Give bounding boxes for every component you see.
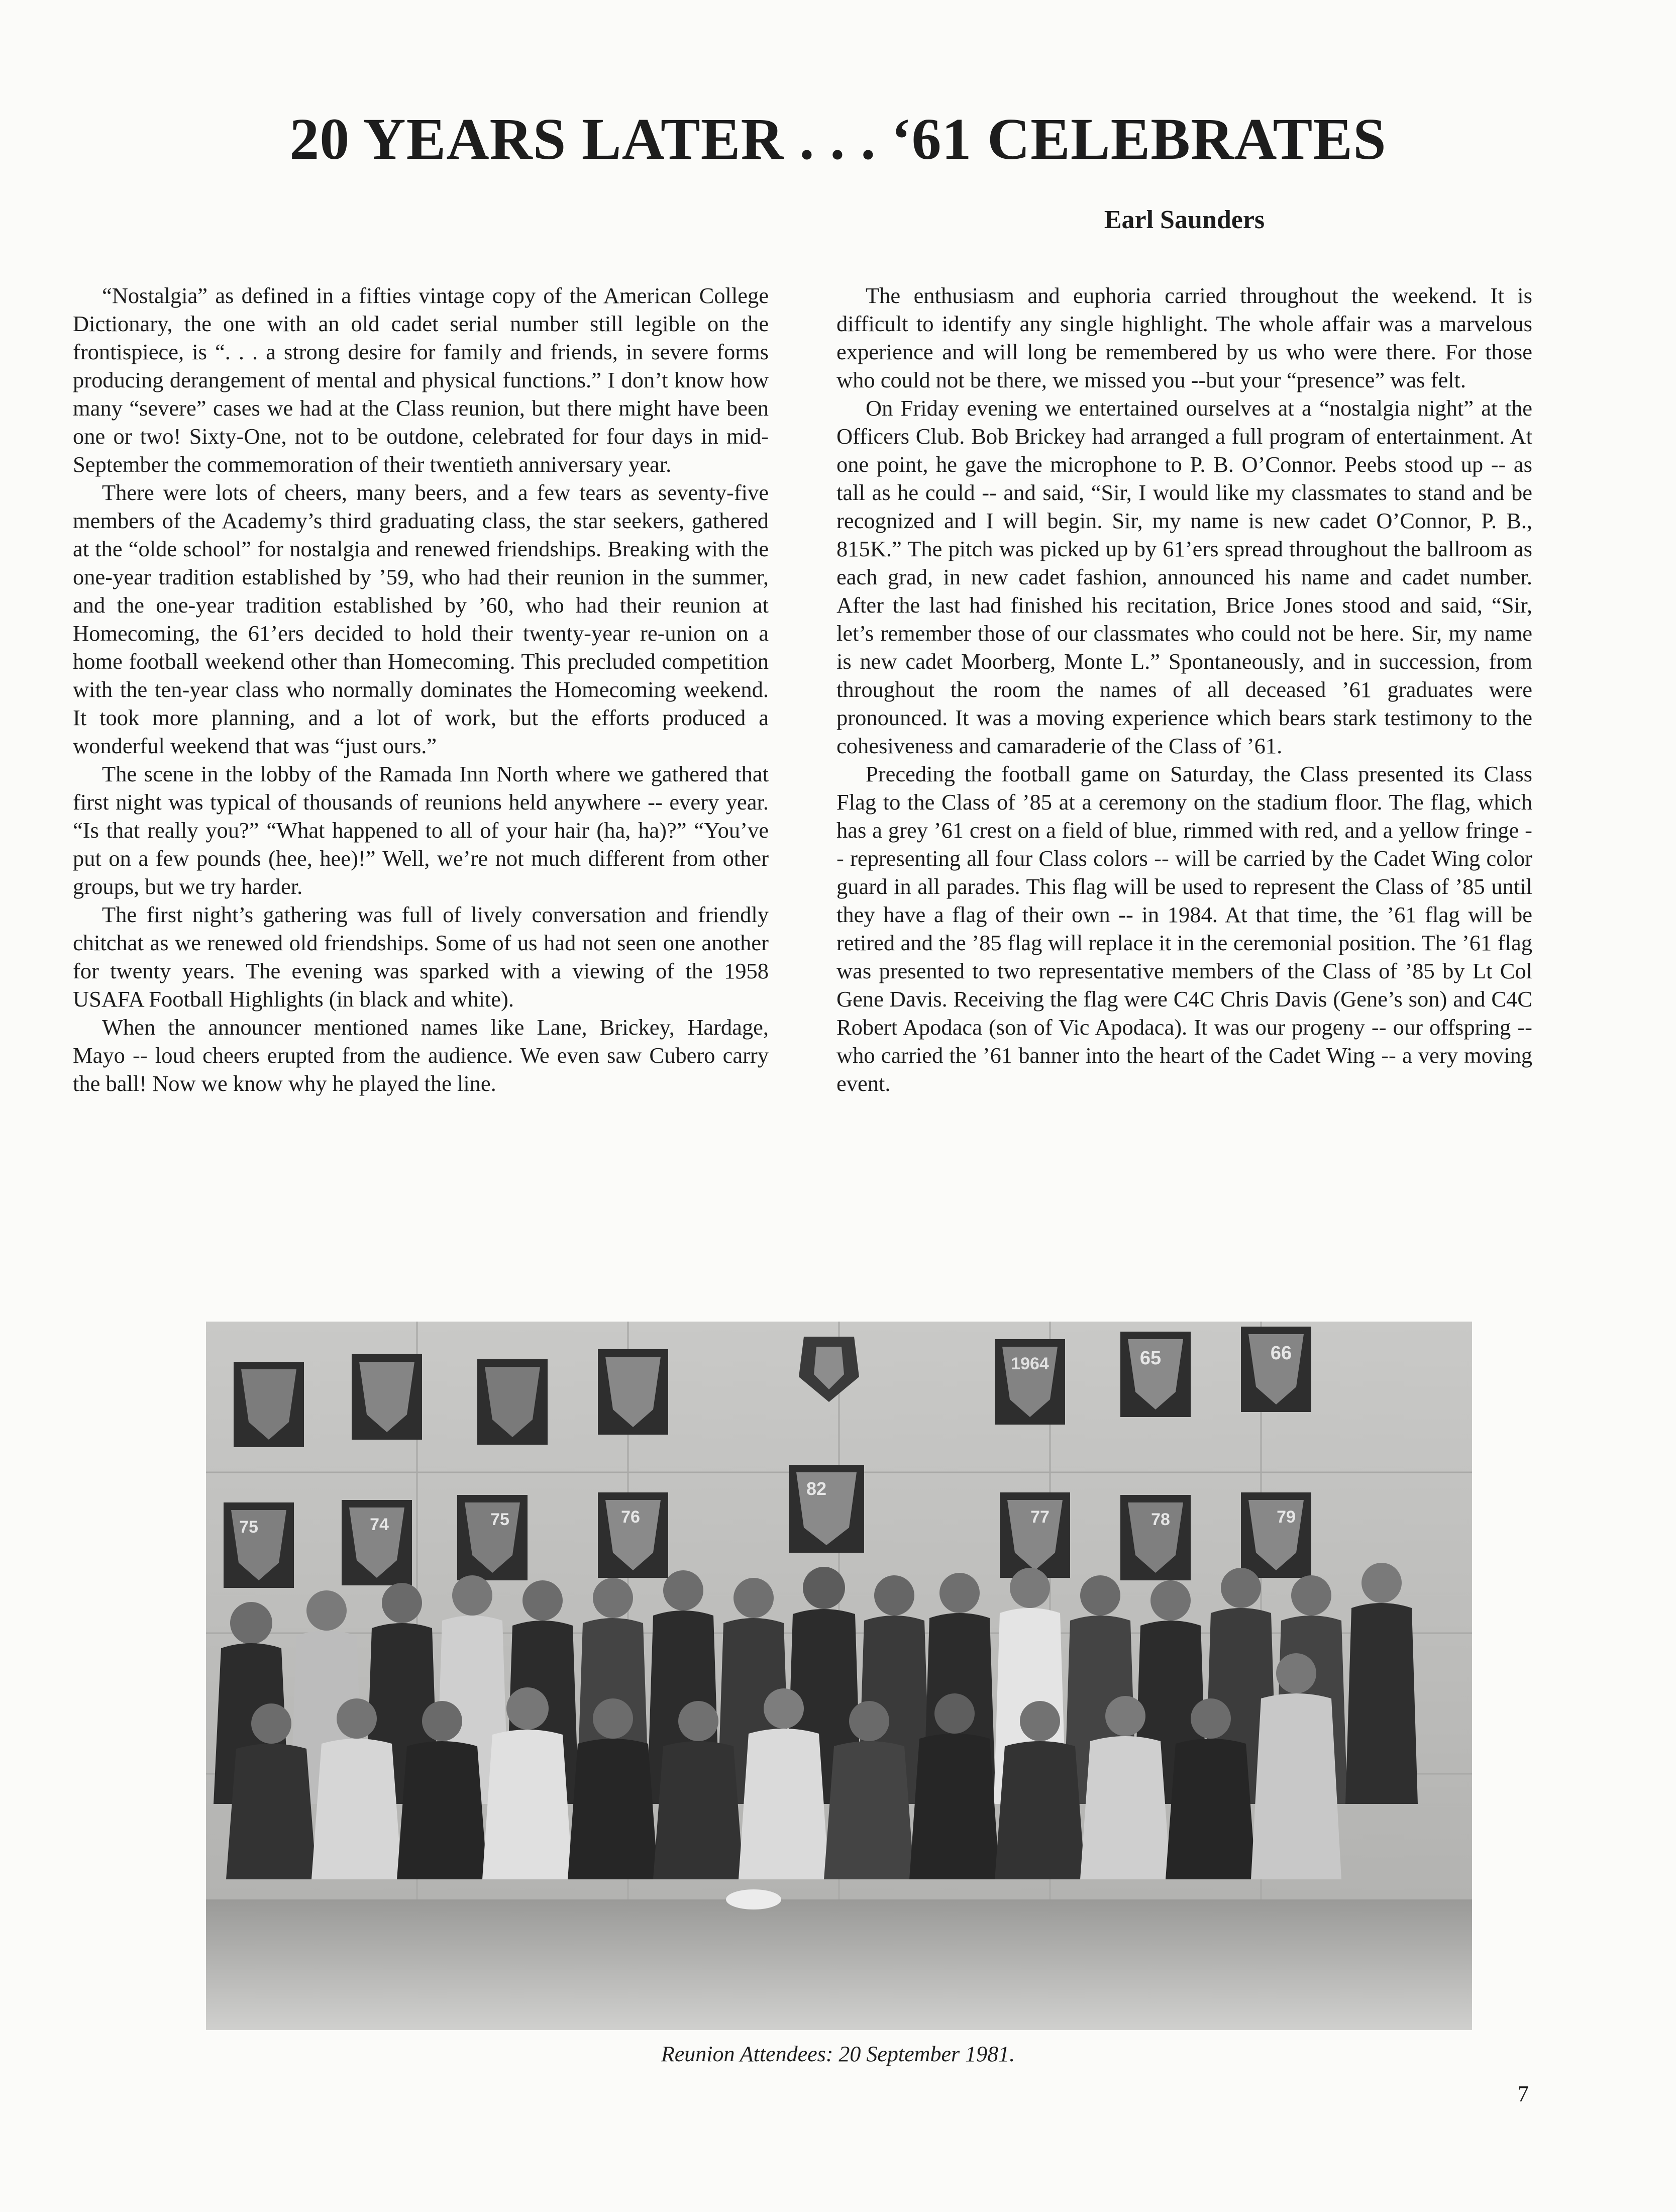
crest-label-74: 74 bbox=[370, 1515, 389, 1534]
crest-label-76: 76 bbox=[621, 1507, 640, 1527]
left-paragraph-4: The first night’s gathering was full of lively conversation and friendly chitchat as we renewed old friendships. Some of us had not seen one another for twenty years. The evening was sparked with a viewing of the 1958 USAFA Football Highlights (in black and white). bbox=[73, 902, 769, 1012]
crest-plaque-64 bbox=[995, 1339, 1065, 1425]
left-paragraph-5: When the announcer mentioned names like Lane, Brickey, Hardage, Mayo -- loud cheers erupted from the audience. We even saw Cubero carry the ball! Now we know why he played the line. bbox=[73, 1015, 769, 1096]
crest-plaque-74 bbox=[342, 1500, 412, 1585]
crest-plaque-66 bbox=[1241, 1327, 1311, 1412]
crest-label-64: 1964 bbox=[1011, 1354, 1049, 1373]
article-title: 20 YEARS LATER . . . ‘61 CELEBRATES bbox=[289, 106, 1387, 172]
crest-label-75-left: 75 bbox=[239, 1518, 258, 1537]
crest-plaque bbox=[352, 1354, 422, 1440]
crest-plaque-79 bbox=[1241, 1492, 1311, 1578]
crest-plaque bbox=[477, 1359, 548, 1445]
right-column bbox=[836, 281, 1532, 1097]
left-column bbox=[73, 281, 769, 1097]
hat-on-ground bbox=[726, 1889, 781, 1909]
crest-label-75: 75 bbox=[490, 1510, 509, 1529]
crest-plaque-77 bbox=[1000, 1492, 1070, 1578]
crest-plaque-76 bbox=[598, 1492, 668, 1578]
crest-plaque bbox=[234, 1362, 304, 1447]
left-paragraph-3: The scene in the lobby of the Ramada Inn North where we gathered that first night was typical of thousands of reunions held anywhere -- every year. “Is that really you?” “What happened to all of your hair (ha, ha)?” “You’ve put on a few pounds (hee, hee)!” Well, we’re not much different from other groups, but we try harder. bbox=[73, 761, 769, 899]
crest-plaque bbox=[598, 1349, 668, 1435]
right-paragraph-1: The enthusiasm and euphoria carried throughout the weekend. It is difficult to identify any single highlight. The whole affair was a marvelous experience and will long be remembered by us who were there. For those who could not be there, we missed you --but your “presence” was felt. bbox=[836, 283, 1532, 392]
crest-plaque-75 bbox=[457, 1495, 528, 1580]
right-paragraph-2: On Friday evening we entertained ourselves at a “nostalgia night” at the Officers Club. Bob Brickey had arranged a full program of entertainment. At one point, he gave the microphone to P. B. O’Connor. Peebs stood up -- as tall as he could -- and said, “Sir, I would like my classmates to stand and be recognized and I will begin. Sir, my name is new cadet O’Connor, P. B., 815K.” The pitch was picked up by 61’ers spread throughout the ballroom as each grad, in new cadet fashion, announced his name and cadet number. After the last had finished his recitation, Brice Jones stood and said, “Sir, let’s remember those of our classmates who could not be here. Sir, my name is new cadet Moorberg, Monte L.” Spontaneously, and in succession, from throughout the room the names of all deceased ’61 graduates were pronounced. It was a moving experience which bears stark testimony to the cohesiveness and camaraderie of the Class of ’61. bbox=[836, 395, 1532, 758]
crest-label-82: 82 bbox=[806, 1478, 827, 1499]
crest-label-66: 66 bbox=[1270, 1343, 1292, 1364]
crest-label-77: 77 bbox=[1030, 1507, 1050, 1527]
crest-plaque-75-left bbox=[224, 1502, 294, 1588]
crest-plaque-78 bbox=[1120, 1495, 1191, 1580]
left-paragraph-1: “Nostalgia” as defined in a fifties vintage copy of the American College Dictionary, the one with an old cadet serial number still legible on the frontispiece, is “. . . a strong desire for family and friends, in severe forms producing derangement of mental and physical functions.” I don’t know how many “severe” cases we had at the Class reunion, but there might have been one or two! Sixty-One, not to be outdone, celebrated for four days in mid-September the commemoration of their twentieth anniversary year. bbox=[73, 283, 769, 477]
crest-label-65: 65 bbox=[1139, 1348, 1162, 1369]
left-paragraph-2: There were lots of cheers, many beers, and a few tears as seventy-five members of the Academy’s third graduating class, the star seekers, gathered at the “olde school” for nostalgia and renewed friendships. Breaking with the one-year tradition established by ’59, who had their reunion in the summer, and the one-year tradition established by ’60, who had their reunion at Homecoming, the 61’ers decided to hold their twenty-year re-union on a home football weekend other than Homecoming. This precluded competition with the ten-year class who normally dominates the Homecoming weekend. It took more planning, and a lot of work, but the efforts produced a wonderful weekend that was “just ours.” bbox=[73, 480, 769, 758]
pavement bbox=[206, 1899, 1472, 2030]
photo-caption: Reunion Attendees: 20 September 1981. bbox=[661, 2042, 1015, 2066]
crest-label-79: 79 bbox=[1277, 1507, 1296, 1527]
author-byline: Earl Saunders bbox=[1104, 206, 1265, 234]
crest-plaque-82 bbox=[789, 1465, 864, 1553]
right-paragraph-3: Preceding the football game on Saturday, the Class presented its Class Flag to the Class of ’85 at a ceremony on the stadium floor. The flag, which has a grey ’61 crest on a field of blue, rimmed with red, and a yellow fringe -- representing all four Class colors -- will be carried by the Cadet Wing color guard in all parades. This flag will be used to represent the Class of ’85 until they have a flag of their own -- in 1984. At that time, the ’61 flag will be retired and the ’85 flag will replace it in the ceremonial position. The ’61 flag was presented to two representative members of the Class of ’85 by Lt Col Gene Davis. Receiving the flag were C4C Chris Davis (Gene’s son) and C4C Robert Apodaca (son of Vic Apodaca). It was our progeny -- our offspring -- who carried the ’61 banner into the heart of the Cadet Wing -- a very moving event. bbox=[836, 761, 1532, 1096]
group-photo-illustration bbox=[206, 1322, 1472, 2030]
crest-label-78: 78 bbox=[1151, 1510, 1170, 1529]
reunion-group-photo bbox=[206, 1322, 1472, 2030]
crest-plaque-65 bbox=[1120, 1332, 1191, 1417]
page-number: 7 bbox=[1517, 2081, 1529, 2106]
